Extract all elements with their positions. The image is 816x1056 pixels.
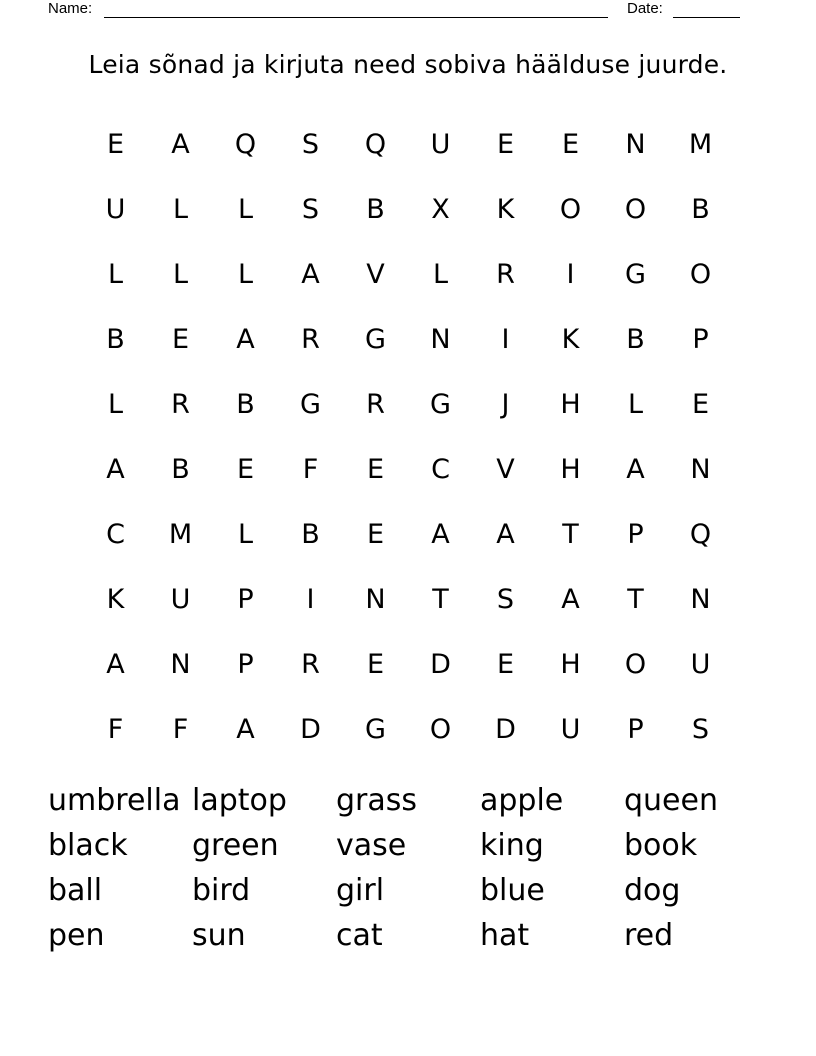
grid-letter: A: [236, 324, 255, 355]
grid-letter: L: [627, 389, 644, 420]
grid-letter: P: [237, 584, 254, 615]
grid-letter: R: [171, 389, 190, 420]
grid-letter: Q: [234, 129, 257, 160]
word-list-item: laptop: [192, 783, 287, 818]
grid-letter: G: [365, 714, 386, 745]
grid-letter: N: [430, 324, 451, 355]
grid-letter: H: [560, 454, 581, 485]
grid-letter: E: [236, 454, 255, 485]
grid-letter: G: [625, 259, 646, 290]
word-list-item: black: [48, 828, 128, 863]
word-list-item: cat: [336, 918, 383, 953]
grid-letter: I: [306, 584, 315, 615]
grid-letter: T: [562, 519, 579, 550]
grid-letter: M: [168, 519, 193, 550]
grid-letter: B: [106, 324, 125, 355]
grid-letter: N: [625, 129, 646, 160]
word-list-item: bird: [192, 873, 251, 908]
word-list-item: green: [192, 828, 279, 863]
grid-letter: E: [366, 519, 385, 550]
grid-letter: E: [496, 129, 515, 160]
grid-letter: K: [106, 584, 125, 615]
word-list-item: vase: [336, 828, 407, 863]
grid-letter: B: [691, 194, 710, 225]
grid-letter: C: [431, 454, 450, 485]
grid-letter: S: [691, 714, 710, 745]
grid-letter: Q: [364, 129, 387, 160]
word-list-item: apple: [480, 783, 564, 818]
grid-letter: Q: [689, 519, 712, 550]
grid-letter: F: [302, 454, 319, 485]
grid-letter: V: [366, 259, 385, 290]
grid-letter: M: [688, 129, 713, 160]
grid-letter: L: [432, 259, 449, 290]
grid-letter: O: [559, 194, 582, 225]
grid-letter: P: [237, 649, 254, 680]
grid-letter: P: [627, 519, 644, 550]
word-list-item: blue: [480, 873, 545, 908]
word-list-item: book: [624, 828, 698, 863]
name-line: [104, 17, 608, 18]
worksheet-header: [0, 0, 816, 20]
grid-letter: A: [431, 519, 450, 550]
grid-letter: U: [170, 584, 191, 615]
grid-letter: I: [501, 324, 510, 355]
grid-letter: S: [301, 194, 320, 225]
grid-letter: X: [431, 194, 450, 225]
grid-letter: U: [690, 649, 711, 680]
grid-letter: E: [691, 389, 710, 420]
grid-letter: L: [172, 259, 189, 290]
grid-letter: E: [366, 649, 385, 680]
grid-letter: N: [690, 454, 711, 485]
grid-letter: A: [106, 454, 125, 485]
word-list-item: girl: [336, 873, 385, 908]
grid-letter: E: [106, 129, 125, 160]
grid-letter: A: [106, 649, 125, 680]
grid-letter: P: [692, 324, 709, 355]
word-list-item: pen: [48, 918, 105, 953]
grid-letter: A: [496, 519, 515, 550]
grid-letter: F: [107, 714, 124, 745]
grid-letter: C: [106, 519, 125, 550]
grid-letter: U: [105, 194, 126, 225]
grid-letter: I: [566, 259, 575, 290]
grid-letter: L: [107, 259, 124, 290]
grid-letter: O: [624, 194, 647, 225]
grid-letter: K: [561, 324, 580, 355]
grid-letter: B: [171, 454, 190, 485]
grid-letter: G: [300, 389, 321, 420]
grid-letter: L: [237, 194, 254, 225]
grid-letter: N: [690, 584, 711, 615]
grid-letter: K: [496, 194, 515, 225]
grid-letter: J: [501, 389, 510, 420]
grid-letter: D: [300, 714, 321, 745]
instructions-title: Leia sõnad ja kirjuta need sobiva hääldusе juurde.: [88, 50, 728, 79]
grid-letter: E: [496, 649, 515, 680]
grid-letter: S: [301, 129, 320, 160]
grid-letter: A: [561, 584, 580, 615]
grid-letter: V: [496, 454, 515, 485]
grid-letter: A: [301, 259, 320, 290]
grid-letter: E: [561, 129, 580, 160]
grid-letter: D: [495, 714, 516, 745]
grid-letter: N: [170, 649, 191, 680]
grid-letter: A: [171, 129, 190, 160]
grid-letter: D: [430, 649, 451, 680]
grid-letter: R: [496, 259, 515, 290]
grid-letter: G: [365, 324, 386, 355]
word-search-grid: [83, 112, 733, 762]
grid-letter: R: [301, 649, 320, 680]
word-list-item: hat: [480, 918, 530, 953]
grid-letter: O: [689, 259, 712, 290]
word-list-item: queen: [624, 783, 718, 818]
grid-letter: B: [236, 389, 255, 420]
grid-letter: H: [560, 649, 581, 680]
grid-letter: T: [627, 584, 644, 615]
grid-letter: E: [366, 454, 385, 485]
word-list-item: red: [624, 918, 674, 953]
grid-letter: L: [107, 389, 124, 420]
grid-letter: U: [560, 714, 581, 745]
date-label: Date:: [627, 0, 663, 17]
word-list-item: grass: [336, 783, 418, 818]
grid-letter: G: [430, 389, 451, 420]
grid-letter: L: [237, 519, 254, 550]
grid-letter: R: [301, 324, 320, 355]
word-list-item: king: [480, 828, 544, 863]
grid-letter: L: [237, 259, 254, 290]
grid-letter: O: [429, 714, 452, 745]
date-line: [673, 17, 740, 18]
grid-letter: B: [626, 324, 645, 355]
grid-letter: L: [172, 194, 189, 225]
grid-letter: T: [432, 584, 449, 615]
word-list-item: dog: [624, 873, 681, 908]
grid-letter: U: [430, 129, 451, 160]
word-list-item: umbrella: [48, 783, 181, 818]
grid-letter: A: [626, 454, 645, 485]
name-label: Name:: [48, 0, 93, 17]
grid-letter: R: [366, 389, 385, 420]
word-list-item: sun: [192, 918, 246, 953]
grid-letter: B: [366, 194, 385, 225]
word-list-item: ball: [48, 873, 103, 908]
grid-letter: O: [624, 649, 647, 680]
grid-letter: S: [496, 584, 515, 615]
grid-letter: P: [627, 714, 644, 745]
word-list: [48, 778, 768, 958]
grid-letter: F: [172, 714, 189, 745]
grid-letter: N: [365, 584, 386, 615]
grid-letter: H: [560, 389, 581, 420]
grid-letter: B: [301, 519, 320, 550]
grid-letter: E: [171, 324, 190, 355]
grid-letter: A: [236, 714, 255, 745]
